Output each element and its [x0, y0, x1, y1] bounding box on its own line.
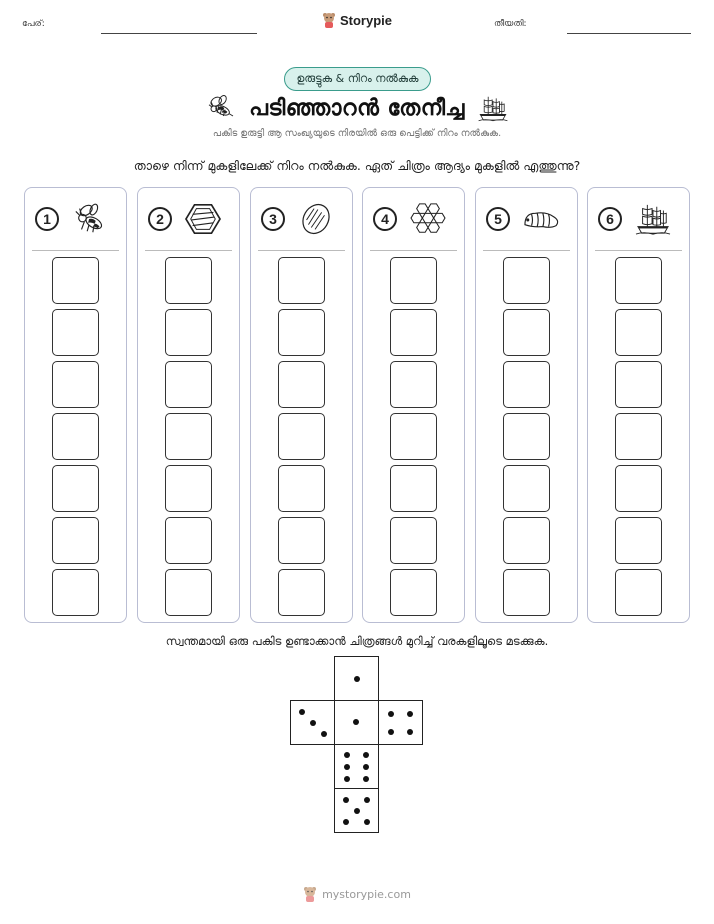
- color-box[interactable]: [390, 569, 437, 616]
- color-box[interactable]: [615, 517, 662, 564]
- die-face-3[interactable]: [290, 700, 335, 745]
- color-box[interactable]: [390, 361, 437, 408]
- column-number: 3: [261, 207, 285, 231]
- bee-icon: [71, 202, 109, 236]
- color-box[interactable]: [52, 413, 99, 460]
- pip: [363, 764, 369, 770]
- die-face-4[interactable]: [378, 700, 423, 745]
- column-5: [475, 187, 578, 623]
- color-box[interactable]: [165, 361, 212, 408]
- color-box[interactable]: [390, 517, 437, 564]
- color-box[interactable]: [165, 413, 212, 460]
- larva-icon: [522, 202, 560, 236]
- honeycomb-icon: [409, 202, 447, 236]
- pip: [363, 776, 369, 782]
- column-2: [137, 187, 240, 623]
- bear-mascot-icon: [303, 886, 317, 902]
- column-number: 2: [148, 207, 172, 231]
- column-divider: [483, 250, 570, 251]
- color-box[interactable]: [615, 413, 662, 460]
- brand-name: Storypie: [339, 12, 392, 28]
- pip: [344, 764, 350, 770]
- color-box[interactable]: [52, 465, 99, 512]
- die-face-5[interactable]: [334, 788, 379, 833]
- color-box[interactable]: [165, 517, 212, 564]
- pip: [407, 729, 413, 735]
- pollen-grain-icon: [297, 202, 335, 236]
- color-box[interactable]: [503, 309, 550, 356]
- pip: [343, 819, 349, 825]
- color-box[interactable]: [503, 413, 550, 460]
- pip: [407, 711, 413, 717]
- column-header: [251, 188, 352, 250]
- color-box[interactable]: [52, 569, 99, 616]
- pip: [363, 752, 369, 758]
- pip: [344, 752, 350, 758]
- date-label: തീയതി:: [494, 19, 527, 29]
- column-number: 1: [35, 207, 59, 231]
- column-header: [588, 188, 689, 250]
- color-box[interactable]: [52, 257, 99, 304]
- column-header: [25, 188, 126, 250]
- name-label: പേര്:: [22, 19, 45, 29]
- bee-icon: [205, 93, 237, 123]
- column-header: [476, 188, 577, 250]
- die-face-1-center[interactable]: [334, 700, 379, 745]
- color-box[interactable]: [503, 569, 550, 616]
- color-box[interactable]: [615, 309, 662, 356]
- color-box[interactable]: [278, 517, 325, 564]
- page-title: പടിഞ്ഞാറൻ തേനീച്ച: [249, 95, 465, 121]
- activity-badge: ഉരുട്ടുക & നിറം നൽകുക: [284, 67, 431, 91]
- subtitle: പകിട ഉരുട്ടി ആ സംഖ്യയുടെ നിരയിൽ ഒരു പെട്ടിക്ക് നിറം നൽകുക.: [212, 128, 502, 139]
- color-box[interactable]: [165, 465, 212, 512]
- ship-icon: [634, 202, 672, 236]
- color-box[interactable]: [165, 257, 212, 304]
- column-header: [363, 188, 464, 250]
- ship-icon: [477, 93, 509, 123]
- pip: [299, 709, 305, 715]
- footer-url[interactable]: mystorypie.com: [322, 887, 411, 901]
- color-box[interactable]: [278, 309, 325, 356]
- bear-mascot-icon: [322, 12, 336, 28]
- color-box[interactable]: [615, 569, 662, 616]
- pip: [344, 776, 350, 782]
- color-box[interactable]: [390, 413, 437, 460]
- color-box[interactable]: [52, 517, 99, 564]
- title-row: [0, 90, 714, 126]
- color-box[interactable]: [278, 465, 325, 512]
- footer: [0, 886, 714, 902]
- column-1: [24, 187, 127, 623]
- pip: [354, 808, 360, 814]
- pip: [353, 719, 359, 725]
- color-box[interactable]: [278, 413, 325, 460]
- column-divider: [32, 250, 119, 251]
- column-4: [362, 187, 465, 623]
- color-box[interactable]: [278, 257, 325, 304]
- color-box[interactable]: [52, 361, 99, 408]
- pip: [354, 676, 360, 682]
- brand-logo: [0, 12, 714, 28]
- color-box[interactable]: [52, 309, 99, 356]
- name-line[interactable]: [101, 33, 257, 34]
- column-header: [138, 188, 239, 250]
- pip: [388, 729, 394, 735]
- column-divider: [595, 250, 682, 251]
- color-box[interactable]: [615, 361, 662, 408]
- column-number: 4: [373, 207, 397, 231]
- color-box[interactable]: [390, 465, 437, 512]
- column-6: [587, 187, 690, 623]
- color-box[interactable]: [278, 361, 325, 408]
- pip: [343, 797, 349, 803]
- color-box[interactable]: [390, 309, 437, 356]
- die-face-6[interactable]: [334, 744, 379, 789]
- color-box[interactable]: [503, 361, 550, 408]
- color-box[interactable]: [503, 517, 550, 564]
- column-3: [250, 187, 353, 623]
- color-box[interactable]: [615, 257, 662, 304]
- pip: [321, 731, 327, 737]
- color-box[interactable]: [615, 465, 662, 512]
- column-number: 6: [598, 207, 622, 231]
- die-face-1[interactable]: [334, 656, 379, 701]
- column-number: 5: [486, 207, 510, 231]
- instruction: താഴെ നിന്ന് മുകളിലേക്ക് നിറം നൽകുക. ഏത് ചിത്രം ആദ്യം മുകളിൽ എത്തുന്നു?: [133, 158, 581, 173]
- date-line[interactable]: [567, 33, 691, 34]
- fold-instruction: സ്വന്തമായി ഒരു പകിട ഉണ്ടാക്കാൻ ചിത്രങ്ങൾ മുറിച്ച് വരകളിലൂടെ മടക്കുക.: [165, 634, 549, 648]
- color-box[interactable]: [503, 257, 550, 304]
- pip: [364, 797, 370, 803]
- pip: [310, 720, 316, 726]
- column-divider: [258, 250, 345, 251]
- color-box[interactable]: [390, 257, 437, 304]
- color-box[interactable]: [503, 465, 550, 512]
- column-divider: [145, 250, 232, 251]
- pip: [364, 819, 370, 825]
- pip: [388, 711, 394, 717]
- color-box[interactable]: [165, 569, 212, 616]
- column-divider: [370, 250, 457, 251]
- color-box[interactable]: [278, 569, 325, 616]
- color-box[interactable]: [165, 309, 212, 356]
- hexagon-cell-icon: [184, 202, 222, 236]
